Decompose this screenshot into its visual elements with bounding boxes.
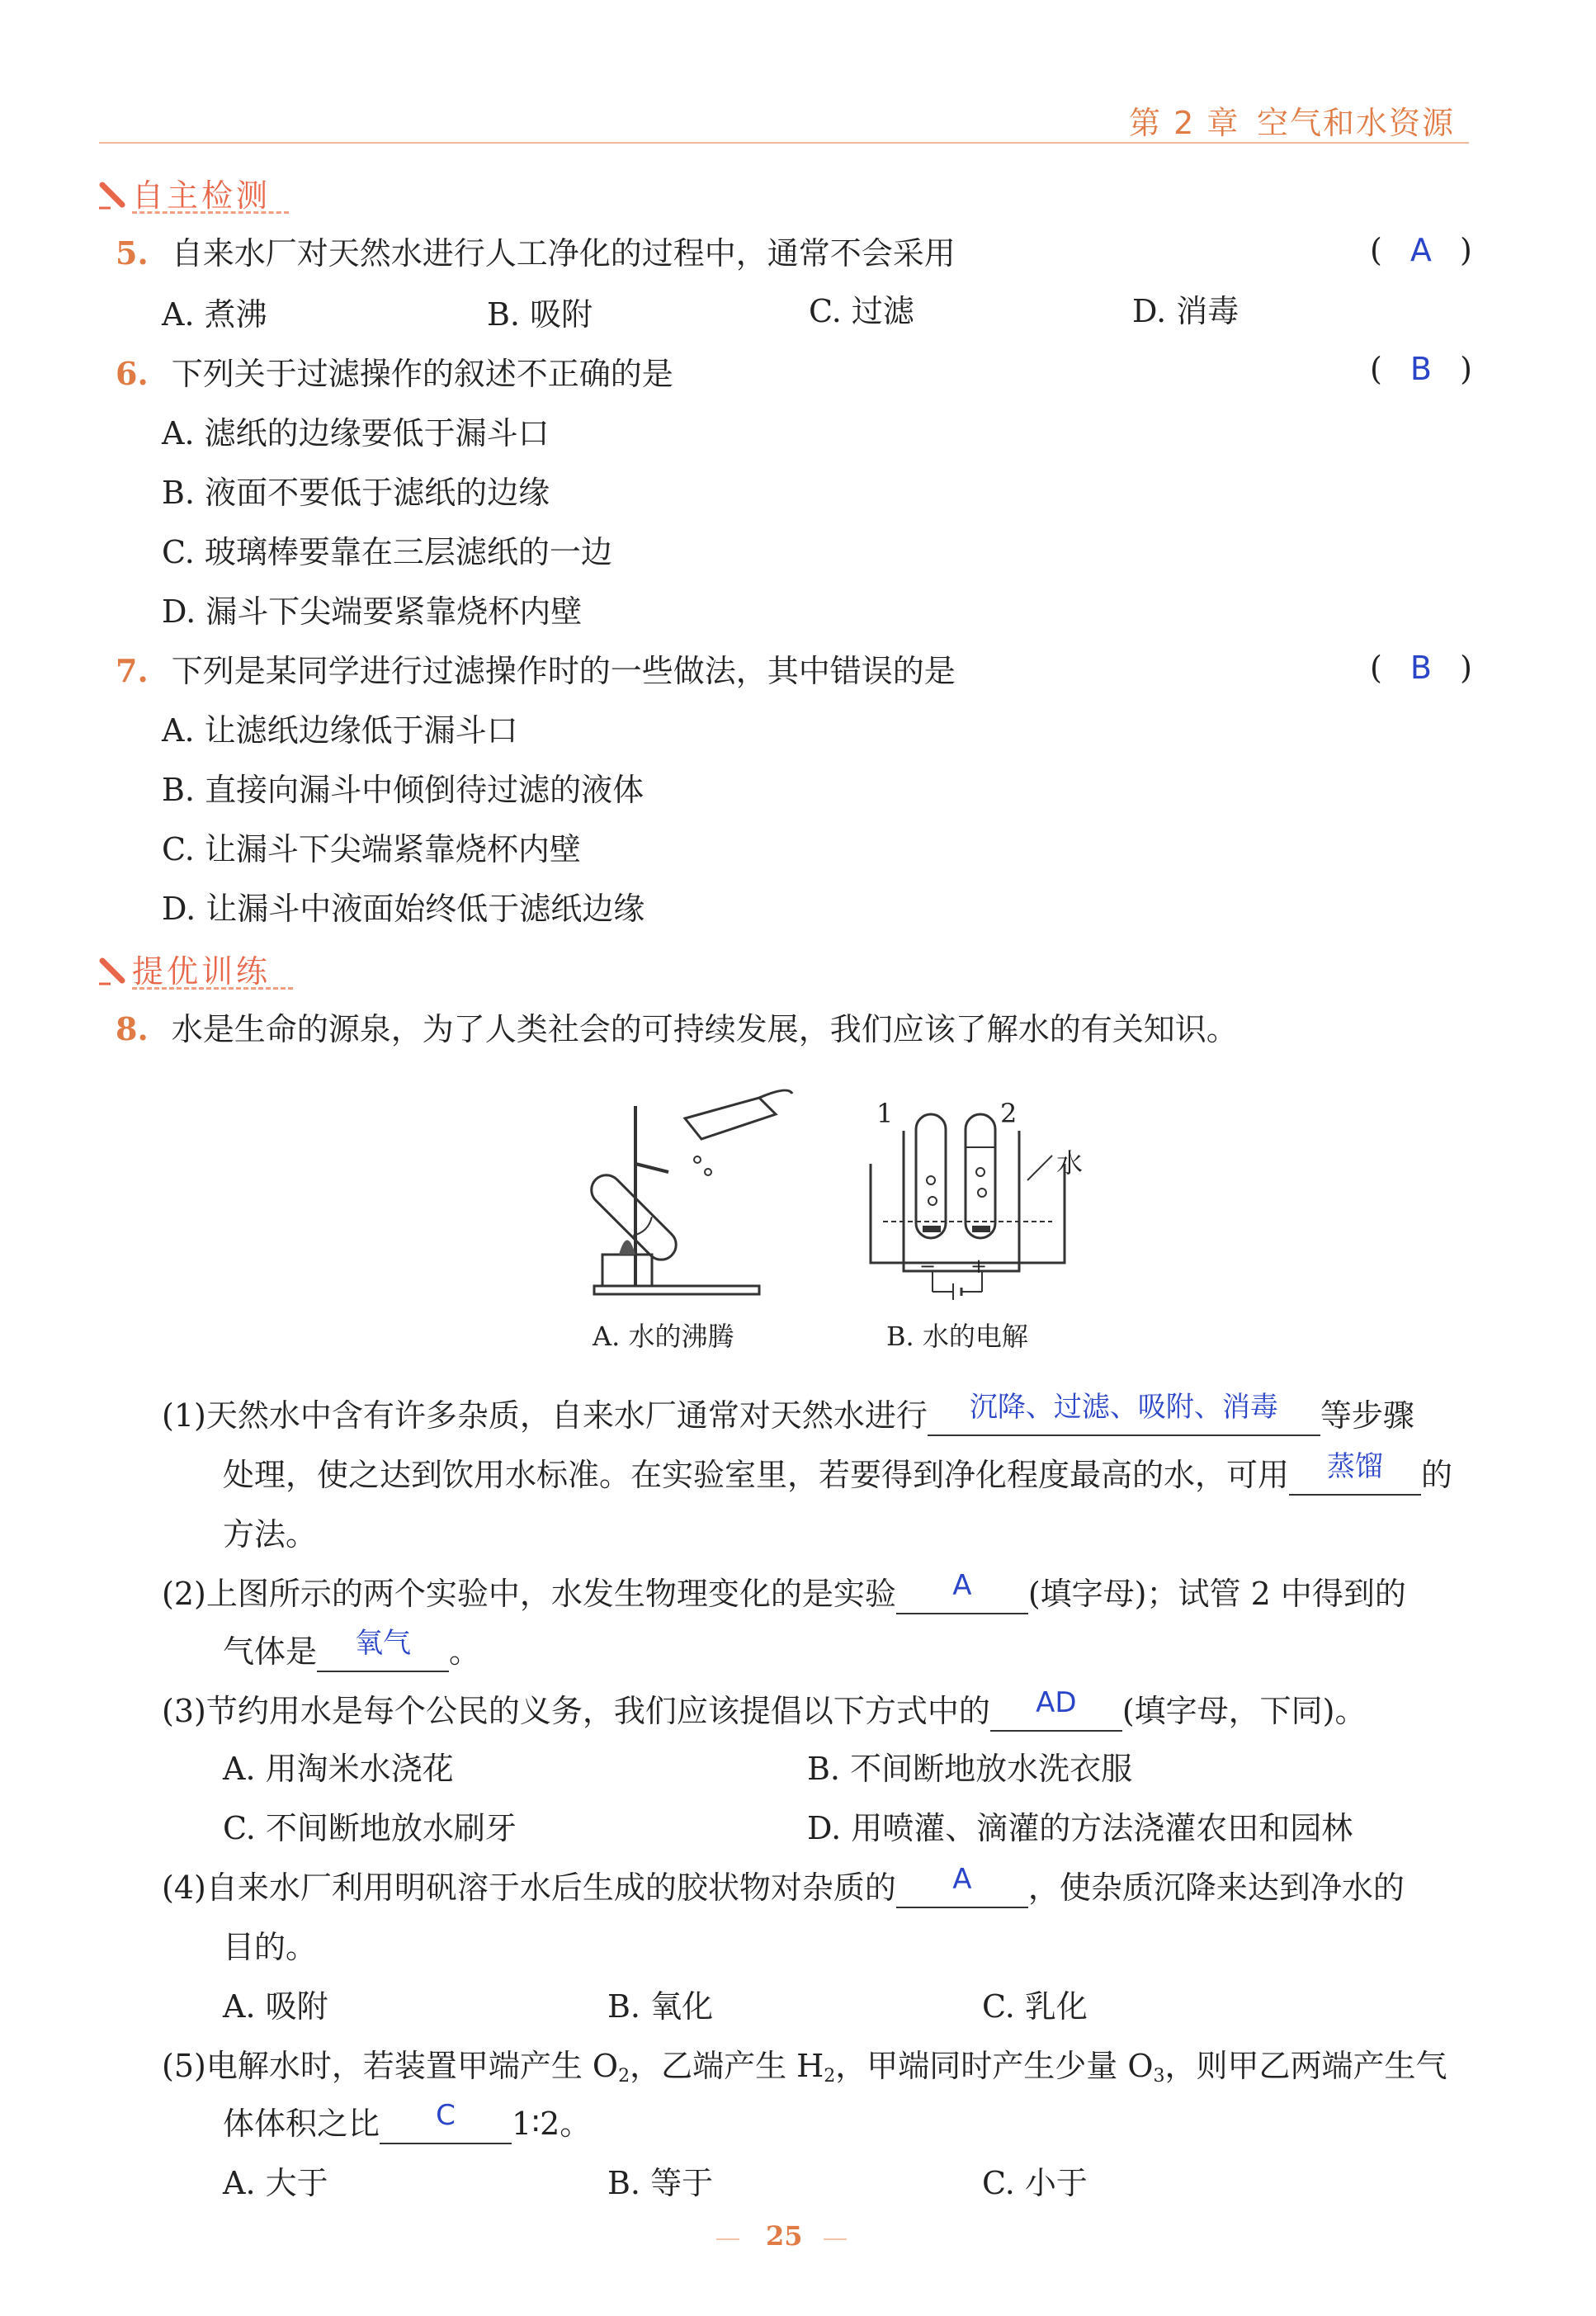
option: A. 吸附 — [223, 1988, 328, 2025]
answer-bracket: ( B ) — [1370, 351, 1472, 387]
option: C. 过滤 — [809, 293, 914, 329]
chapter-label: 第 2 章 — [1129, 105, 1240, 141]
question-8 — [116, 1009, 1238, 1050]
question-number: 6. — [116, 355, 149, 392]
option: C. 乳化 — [982, 1988, 1088, 2025]
water-label: 水 — [1056, 1147, 1084, 1179]
subquestion-1-line3: 方法。 — [223, 1516, 318, 1553]
option: C. 玻璃棒要靠在三层滤纸的一边 — [162, 534, 612, 570]
page-number-dash — [824, 2238, 847, 2240]
question-5 — [116, 233, 956, 274]
option: B. 不间断地放水洗衣服 — [807, 1751, 1133, 1787]
answer: B — [1409, 351, 1432, 387]
option: D. 消毒 — [1132, 293, 1239, 329]
tube-label-1: 1 — [876, 1098, 894, 1129]
section-underline — [132, 211, 289, 214]
page-number-dash — [716, 2238, 739, 2240]
subquestion-3-line1: (3)节约用水是每个公民的义务，我们应该提倡以下方式中的 AD (填字母，下同)。 — [162, 1690, 1367, 1732]
boiling-apparatus-figure — [561, 1081, 809, 1312]
subquestion-1-line1: (1)天然水中含有许多杂质，自来水厂通常对天然水进行 沉降、过滤、吸附、消毒 等步骤 — [162, 1395, 1414, 1436]
answer-blank: AD — [990, 1694, 1122, 1732]
option: A. 让滤纸边缘低于漏斗口 — [162, 712, 518, 749]
option: A. 煮沸 — [162, 296, 267, 333]
question-number: 8. — [116, 1010, 149, 1047]
option: D. 用喷灌、滴灌的方法浇灌农田和园林 — [807, 1810, 1353, 1846]
subquestion-2-line1: (2)上图所示的两个实验中，水发生物理变化的是实验 A (填字母)；试管 2 中得到的 — [162, 1573, 1406, 1614]
subquestion-2-line2: 气体是 氧气 。 — [223, 1631, 480, 1672]
tube-label-2: 2 — [1000, 1098, 1018, 1129]
figure-caption-a: A. 水的沸腾 — [593, 1321, 734, 1352]
option: B. 等于 — [607, 2165, 714, 2201]
option: C. 小于 — [982, 2165, 1088, 2201]
question-number: 7. — [116, 652, 149, 689]
subquestion-1-line2: 处理，使之达到饮用水标准。在实验室里，若要得到净化程度最高的水，可用 蒸馏 的 — [223, 1454, 1452, 1496]
subquestion-4-line1: (4)自来水厂利用明矾溶于水后生成的胶状物对杂质的 A ，使杂质沉降来达到净水的 — [162, 1867, 1405, 1908]
subquestion-5-line1: (5)电解水时，若装置甲端产生 $O_2$，乙端产生 $H_2$，甲端同时产生少量 $O_3$，则甲乙两端产生气 — [162, 2048, 1447, 2087]
answer-blank: A — [896, 1576, 1028, 1614]
option: D. 让漏斗中液面始终低于滤纸边缘 — [162, 891, 645, 927]
question-7 — [116, 650, 956, 692]
question-text: 水是生命的源泉，为了人类社会的可持续发展，我们应该了解水的有关知识。 — [171, 1011, 1238, 1047]
answer: B — [1409, 650, 1432, 686]
answer-blank: A — [896, 1870, 1028, 1908]
section-underline — [132, 987, 293, 990]
answer-bracket: ( A ) — [1370, 232, 1472, 268]
pencil-icon — [97, 178, 130, 211]
option: D. 漏斗下尖端要紧靠烧杯内壁 — [162, 593, 583, 630]
figure-caption-b: B. 水的电解 — [886, 1321, 1028, 1352]
subquestion-5-line2: 体体积之比 C 1∶2。 — [223, 2103, 591, 2144]
option: A. 滤纸的边缘要低于漏斗口 — [162, 415, 550, 451]
subquestion-4-line2: 目的。 — [223, 1929, 318, 1965]
question-text: 下列关于过滤操作的叙述不正确的是 — [171, 356, 673, 392]
answer-bracket: ( B ) — [1370, 650, 1472, 686]
question-number: 5. — [116, 234, 149, 272]
option: B. 液面不要低于滤纸的边缘 — [162, 475, 550, 511]
minus-label: − — [919, 1255, 937, 1278]
option: A. 大于 — [223, 2165, 328, 2201]
option: A. 用淘米水浇花 — [223, 1751, 454, 1787]
option: B. 吸附 — [487, 296, 593, 333]
answer-blank: 蒸馏 — [1289, 1458, 1421, 1496]
option: C. 不间断地放水刷牙 — [223, 1810, 517, 1846]
answer-blank: 氧气 — [317, 1634, 449, 1672]
option: B. 直接向漏斗中倾倒待过滤的液体 — [162, 772, 645, 808]
option: B. 氧化 — [607, 1988, 714, 2025]
answer-blank: C — [380, 2106, 512, 2144]
page-number: 25 — [766, 2220, 803, 2252]
chapter-title: 空气和水资源 — [1257, 105, 1456, 141]
question-6 — [116, 353, 673, 395]
answer-blank: 沉降、过滤、吸附、消毒 — [928, 1398, 1320, 1436]
question-text: 下列是某同学进行过滤操作时的一些做法，其中错误的是 — [171, 653, 956, 689]
option: C. 让漏斗下尖端紧靠烧杯内壁 — [162, 831, 581, 867]
plus-label: + — [970, 1255, 988, 1278]
header-rule — [99, 142, 1469, 144]
section-title-self-check: 自主检测 — [132, 177, 272, 214]
section-title-advanced: 提优训练 — [132, 953, 272, 990]
pencil-icon — [97, 954, 130, 987]
answer: A — [1409, 232, 1432, 268]
question-text: 自来水厂对天然水进行人工净化的过程中，通常不会采用 — [171, 235, 956, 272]
